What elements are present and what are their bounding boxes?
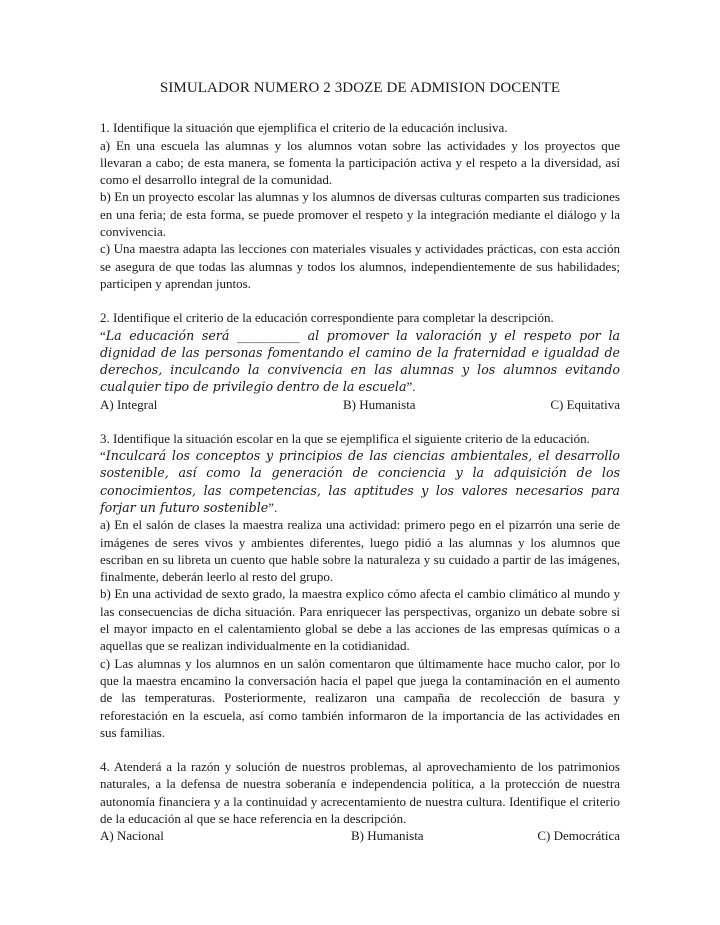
question-2-stem: 2. Identifique el criterio de la educación correspondiente para completar la descripción. — [100, 310, 554, 326]
question-3-option-c: c) Las alumnas y los alumnos en un salón comentaron que últimamente hace mucho calor, por lo que la maestra encamino la conversación hacia el papel que juega la contaminación en el aumento de las temperaturas. Posteriormente, realizaron una campaña de recolección de basura y reforestación en la escuela, así como también informaron de la importancia de las actividades en sus familias. — [100, 655, 620, 740]
open-quote: “ — [100, 327, 106, 343]
question-3-quote-paragraph — [100, 447, 620, 516]
question-2-quote: La educación será __________ al promover la valoración y el respeto por la dignidad de las personas fomentando el camino de la fraternidad e igualdad de derechos, inculcando la convivencia en las alumnas y los alumnos evitando cualquier tipo de privilegio dentro de la escuela — [100, 327, 620, 395]
close-quote: ”. — [268, 499, 278, 515]
question-1-option-a: a) En una escuela las alumnas y los alumnos votan sobre las actividades y los proyectos que llevaran a cabo; de esta manera, se fomenta la participación activa y el respeto a la diversidad, así como el desarrollo integral de la comunidad. — [100, 137, 620, 188]
question-2-options — [100, 396, 620, 413]
question-4-options — [100, 827, 620, 844]
question-4-option-b: B) Humanista — [351, 828, 424, 844]
question-3-quote: Inculcará los conceptos y principios de las ciencias ambientales, el desarrollo sostenible, así como la generación de conciencia y la adquisición de los conocimientos, las competencias, las aptitudes y los valores necesarios para forjar un futuro sostenible — [100, 448, 620, 515]
question-2-option-b: B) Humanista — [343, 396, 416, 412]
question-1-stem: 1. Identifique la situación que ejemplifica el criterio de la educación inclusiva. — [100, 120, 508, 136]
question-2-option-a: A) Integral — [100, 396, 158, 412]
question-1 — [100, 119, 620, 292]
question-4-stem: 4. Atenderá a la razón y solución de nuestros problemas, al aprovechamiento de los patrimonios naturales, a la defensa de nuestra soberanía e independencia política, a la protección de nuestra autonomía financiera y a la continuidad y acrecentamiento de nuestra cultura. Identifique el criterio de la educación al que se hace referencia en la descripción. — [100, 759, 620, 826]
question-1-option-b: b) En un proyecto escolar las alumnas y los alumnos de diversas culturas comparten sus tradiciones en una feria; de esta forma, se puede promover el respeto y la integración mediante el diálogo y la convivencia. — [100, 189, 620, 240]
question-1-option-c: c) Una maestra adapta las lecciones con materiales visuales y actividades prácticas, con esta acción se asegura de que todas las alumnas y todos los alumnos, independientemente de sus habilidades; participen y aprendan juntos. — [100, 241, 620, 291]
question-4-option-c: C) Democrática — [537, 828, 620, 844]
open-quote: “ — [100, 448, 106, 464]
question-2-option-c: C) Equitativa — [550, 396, 620, 412]
question-4-option-a: A) Nacional — [100, 828, 164, 844]
question-2 — [100, 309, 620, 412]
question-3 — [100, 430, 620, 741]
close-quote: ”. — [406, 379, 416, 395]
question-3-stem: 3. Identifique la situación escolar en la que se ejemplifica el siguiente criterio de la educación. — [100, 430, 590, 446]
question-3-option-a: a) En el salón de clases la maestra realiza una actividad: primero pego en el pizarrón una serie de imágenes de seres vivos y ambientes diferentes, luego pidió a las alumnas y los alumnos que escriban en su libreta un cuento que hable sobre la naturaleza y su cuidado a partir de las imágenes, finalmente, deberán leerlo al resto del grupo. — [100, 517, 620, 585]
question-3-option-b: b) En una actividad de sexto grado, la maestra explico cómo afecta el cambio climático al mundo y las consecuencias de dicha situación. Para enriquecer las perspectivas, organizo un debate sobre si el mayor impacto en el calentamiento global se debe a las acciones de las empresas químicas o a aquellas que se realizan individualmente en la cotidianidad. — [100, 586, 620, 654]
page-title: SIMULADOR NUMERO 2 3DOZE DE ADMISION DOCENTE — [159, 80, 561, 96]
question-4 — [100, 758, 620, 844]
question-2-quote-paragraph — [100, 327, 620, 396]
